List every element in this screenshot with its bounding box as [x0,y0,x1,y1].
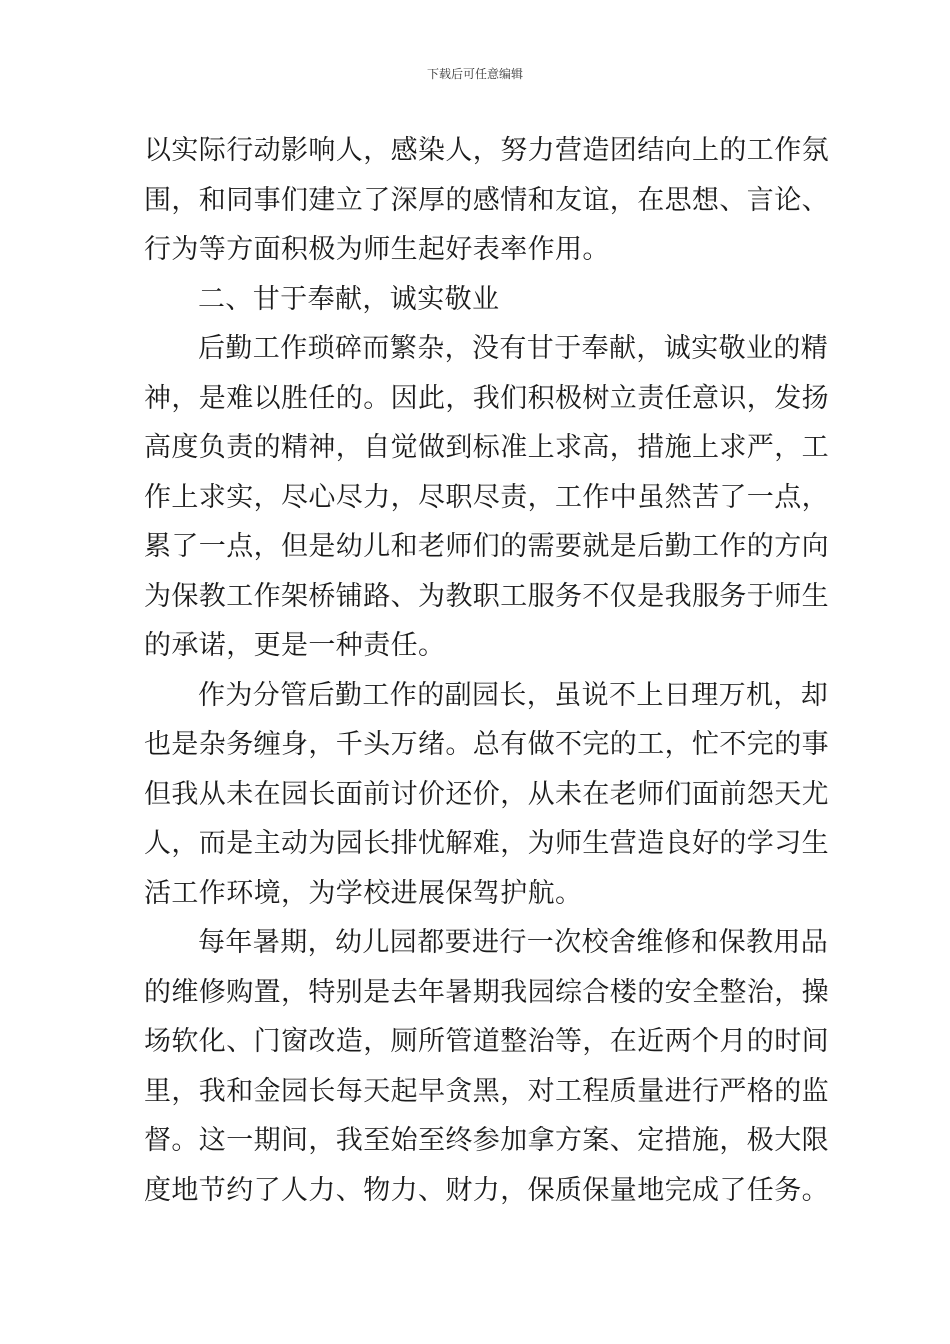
text-line: 作上求实，尽心尽力，尽职尽责，工作中虽然苦了一点， [144,481,829,513]
text-line: 人，而是主动为园长排忧解难，为师生营造良好的学习生 [144,828,829,859]
text-line: 高度负责的精神，自觉做到标准上求高，措施上求严，工 [144,432,829,463]
text-line: 后勤工作琐碎而繁杂，没有甘于奉献，诚实敬业的精 [198,333,829,364]
text-line: 活工作环境，为学校进展保驾护航。 [144,877,583,909]
text-line: 每年暑期，幼儿园都要进行一次校舍维修和保教用品 [198,927,829,958]
text-line: 围，和同事们建立了深厚的感情和友谊，在思想、言论、 [144,184,829,216]
document-body [144,126,829,1215]
text-line: 的承诺，更是一种责任。 [144,630,446,661]
text-line: 以实际行动影响人，感染人，努力营造团结向上的工作氛 [144,135,829,166]
text-line: 为保教工作架桥铺路、为教职工服务不仅是我服务于师生 [144,580,829,612]
text-line: 神，是难以胜任的。因此，我们积极树立责任意识，发扬 [144,382,829,414]
text-line: 里，我和金园长每天起早贪黑，对工程质量进行严格的监 [144,1075,829,1107]
text-line: 的维修购置，特别是去年暑期我园综合楼的安全整治，操 [144,976,829,1008]
text-line: 但我从未在园长面前讨价还价，从未在老师们面前怨天尤 [144,778,829,810]
text-line: 也是杂务缠身，千头万绪。总有做不完的工，忙不完的事 [144,729,829,760]
text-line: 督。这一期间，我至始至终参加拿方案、定措施，极大限 [144,1125,829,1156]
text-line: 累了一点，但是幼儿和老师们的需要就是后勤工作的方向 [144,531,829,562]
text-line: 作为分管后勤工作的副园长，虽说不上日理万机，却 [198,679,829,711]
text-line: 度地节约了人力、物力、财力，保质保量地完成了任务。 [144,1174,829,1206]
text-line: 行为等方面积极为师生起好表率作用。 [144,234,610,265]
text-line: 二、甘于奉献，诚实敬业 [198,283,500,315]
header-note: 下载后可任意编辑 [426,67,523,81]
text-line: 场软化、门窗改造，厕所管道整治等，在近两个月的时间 [144,1026,829,1057]
